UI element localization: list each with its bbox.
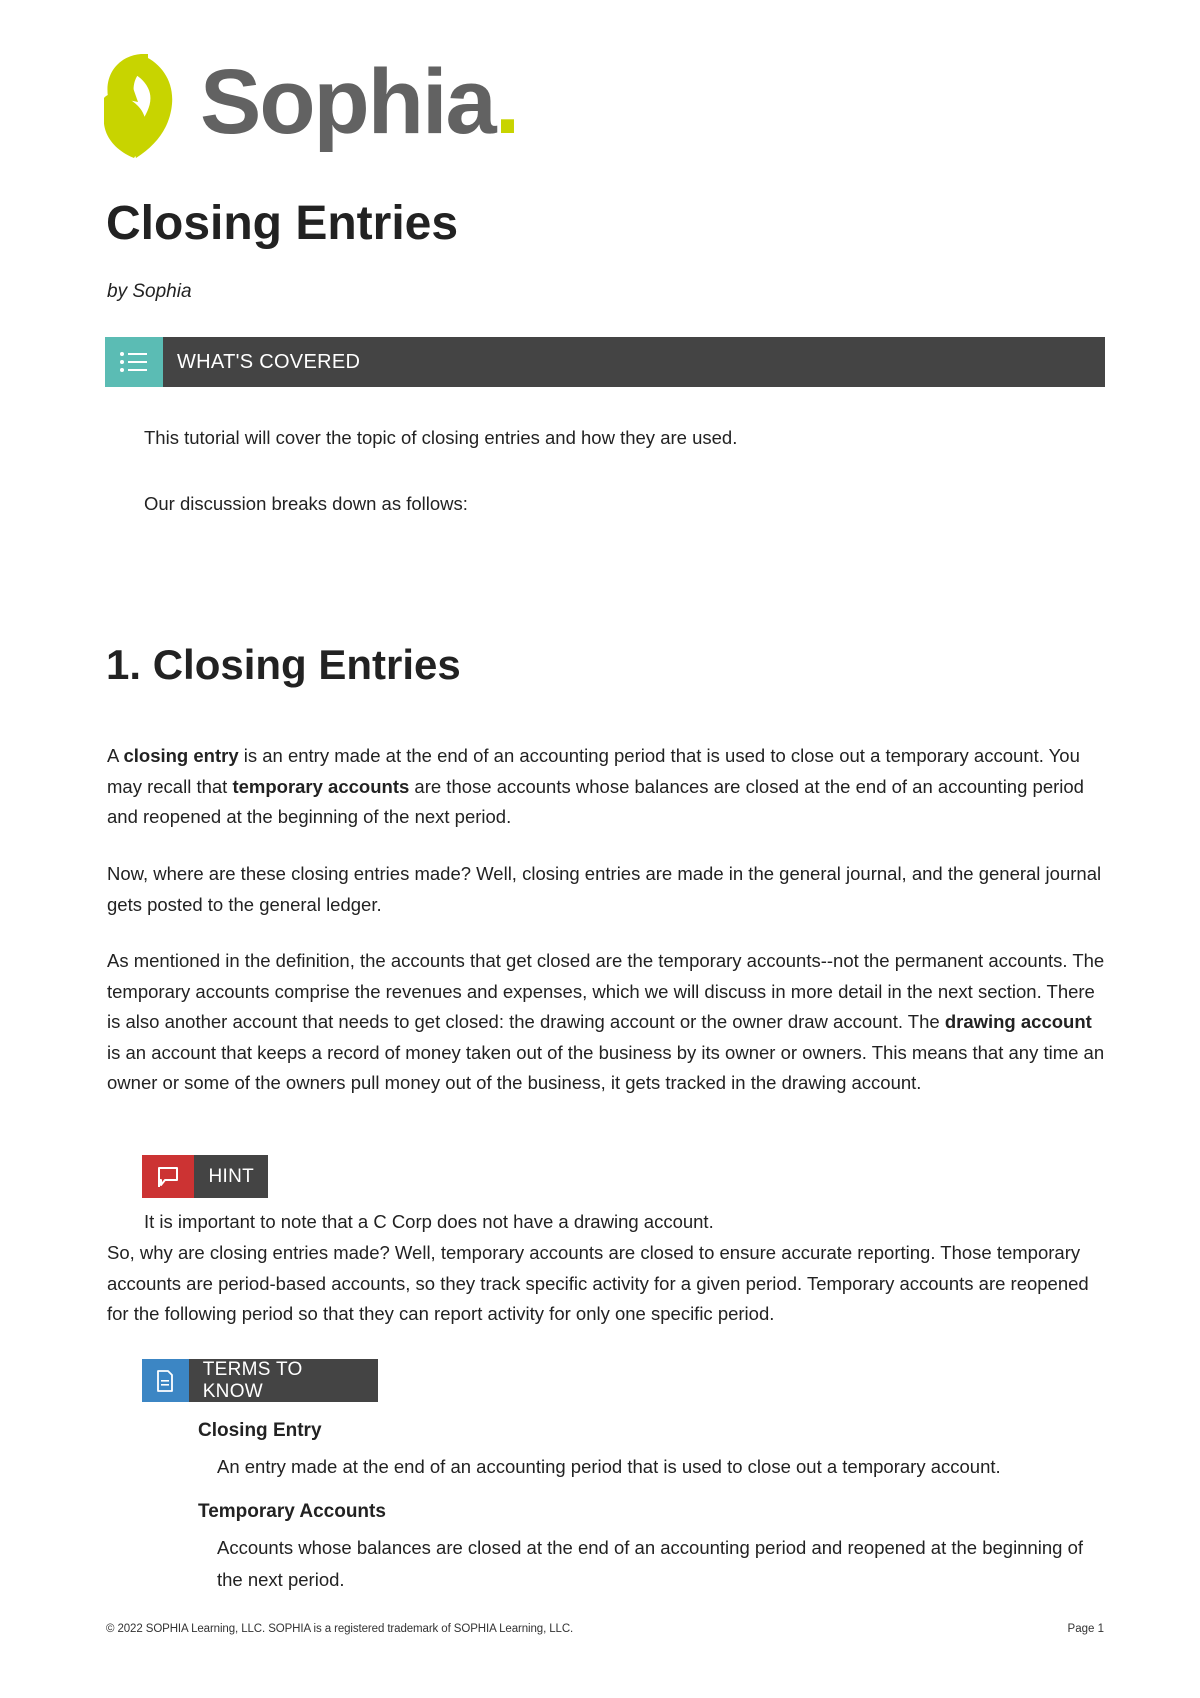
list-icon [105,337,163,387]
flag-icon [142,1155,194,1198]
sophia-logo [104,51,519,158]
term-definition: Accounts whose balances are closed at the end of an accounting period and reopened at the beginning of the next period. [217,1537,1084,1590]
sophia-wordmark: Sophia. [200,51,519,153]
paragraph-where: Now, where are these closing entries made? Well, closing entries are made in the general journal, and the general journal gets posted to the general ledger. [107,863,1102,915]
paragraph-why: So, why are closing entries made? Well, temporary accounts are closed to ensure accurate reporting. Those temporary accounts are period-based accounts, so they track specific activity for a given period. Temporary accounts are reopened for the following period so that they can report activity for only one specific period. [107,1242,1089,1324]
page-title: Closing Entries [106,197,459,250]
paragraph-accounts: As mentioned in the definition, the accounts that get closed are the temporary accounts--not the permanent accounts. The temporary accounts comprise the revenues and expenses, which we will discuss in more detail in the next section. There is also another account that needs to get closed: the drawing account or the owner draw account. The drawing account is an account that keeps a record of money taken out of the business by its owner or owners. This means that any time an owner or some of the owners pull money out of the business, it gets tracked in the drawing account. [107,950,1105,1093]
whats-covered-banner [105,337,1105,387]
term-name: Temporary Accounts [198,1501,386,1522]
covered-intro: This tutorial will cover the topic of closing entries and how they are used. [144,427,738,448]
byline: by Sophia [107,281,192,302]
document-icon [142,1359,189,1402]
term-closing-entry: closing entry [123,745,239,766]
hint-text: It is important to note that a C Corp does not have a drawing account. [144,1211,714,1232]
hint-banner [142,1155,268,1198]
term-temporary-accounts: temporary accounts [232,775,410,797]
paragraph-definition: A closing entry is an entry made at the end of an accounting period that is used to close out a temporary account. You may recall that temporary accounts are those accounts whose balances are closed at the end of an accounting period and reopened at the beginning of the next period. [107,745,1084,827]
covered-breakdown: Our discussion breaks down as follows: [144,493,468,514]
term-name: Closing Entry [198,1420,322,1441]
page-number: Page 1 [1067,1623,1104,1635]
term-drawing-account: drawing account [944,1011,1092,1032]
terms-label: TERMS TO KNOW [202,1358,303,1402]
sophia-mark-icon [104,54,178,158]
term-definition: An entry made at the end of an accounting period that is used to close out a temporary account. [217,1456,1001,1477]
whats-covered-label: WHAT'S COVERED [177,350,361,373]
hint-label: HINT [208,1165,254,1187]
section-heading: 1. Closing Entries [106,641,461,688]
terms-to-know-banner [142,1359,378,1402]
footer-copyright: © 2022 SOPHIA Learning, LLC. SOPHIA is a registered trademark of SOPHIA Learning, LLC. [106,1623,574,1635]
